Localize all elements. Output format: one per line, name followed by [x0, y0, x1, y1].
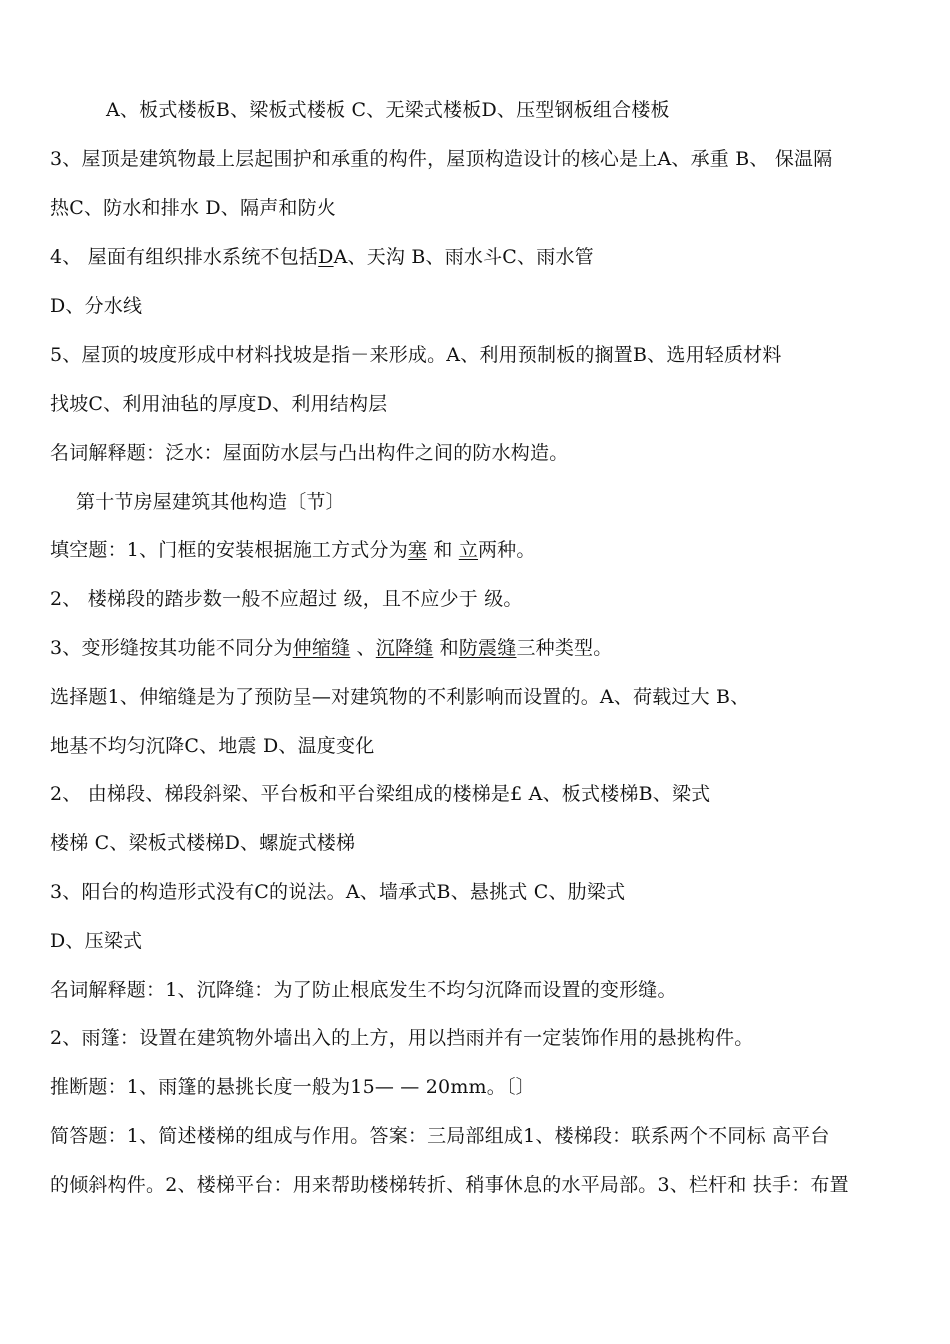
answer-underlined: 立 — [458, 539, 478, 561]
line-text: 填空题：1、门框的安装根据施工方式分为 — [50, 539, 408, 561]
line-text: 3、屋顶是建筑物最上层起围护和承重的构件，屋顶构造设计的核心是上A、承重 B、 保温隔 — [50, 148, 833, 170]
line-text: 和 — [433, 637, 459, 659]
line-text: 名词解释题：泛水：屋面防水层与凸出构件之间的防水构造。 — [50, 442, 569, 464]
line-text: 热C、防水和排水 D、隔声和防火 — [50, 197, 337, 219]
text-line-23 — [50, 1172, 849, 1198]
text-line-16 — [50, 830, 355, 856]
line-text: 两种。 — [477, 539, 536, 561]
line-text: A、天沟 B、雨水斗C、雨水管 — [333, 246, 594, 268]
line-text: 、 — [350, 637, 376, 659]
text-line-10 — [50, 537, 536, 563]
text-line-13 — [50, 684, 749, 710]
line-text: 的倾斜构件。2、楼梯平台：用来帮助楼梯转折、稍事休息的水平局部。3、栏杆和 扶手：布置 — [50, 1174, 849, 1196]
text-line-4 — [50, 244, 594, 270]
text-line-15 — [50, 781, 710, 807]
answer-underlined: 防震缝 — [458, 637, 517, 659]
line-text: 5、屋顶的坡度形成中材料找坡是指－来形成。A、利用预制板的搁置B、选用轻质材料 — [50, 344, 782, 366]
text-line-5 — [50, 293, 142, 319]
answer-underlined: 沉降缝 — [375, 637, 434, 659]
line-text: 第十节房屋建筑其他构造〔节〕 — [76, 491, 345, 513]
line-text: 推断题：1、雨篷的悬挑长度一般为15— — 20mm。〔〕 — [50, 1076, 535, 1098]
text-line-18 — [50, 928, 142, 954]
answer-underlined: D — [318, 246, 334, 268]
text-line-8 — [50, 440, 568, 466]
text-line-6 — [50, 342, 782, 368]
line-text: 2、 楼梯段的踏步数一般不应超过 级，且不应少于 级。 — [50, 588, 523, 610]
line-text: 3、变形缝按其功能不同分为 — [50, 637, 293, 659]
line-text: D、分水线 — [50, 295, 143, 317]
line-text: 楼梯 C、梁板式楼梯D、螺旋式楼梯 — [50, 832, 356, 854]
line-text: 和 — [427, 539, 459, 561]
text-line-11 — [50, 586, 523, 612]
text-line-17 — [50, 879, 625, 905]
answer-underlined: 塞 — [407, 539, 428, 561]
text-line-2 — [50, 146, 832, 172]
line-text: 2、 由梯段、梯段斜梁、平台板和平台梁组成的楼梯是£ A、板式楼梯B、梁式 — [50, 783, 711, 805]
text-line-21 — [50, 1074, 535, 1100]
line-text: 4、 屋面有组织排水系统不包括 — [50, 246, 319, 268]
text-line-12 — [50, 635, 612, 661]
section-heading — [76, 489, 345, 515]
line-text: D、压梁式 — [50, 930, 143, 952]
text-line-3 — [50, 195, 336, 221]
answer-underlined: 伸缩缝 — [292, 637, 351, 659]
line-text: 简答题：1、简述楼梯的组成与作用。答案：三局部组成1、楼梯段：联系两个不同标 高平台 — [50, 1125, 830, 1147]
line-text: A、板式楼板B、梁板式楼板 C、无梁式楼板D、压型钢板组合楼板 — [106, 99, 670, 121]
line-text: 名词解释题：1、沉降缝：为了防止根底发生不均匀沉降而设置的变形缝。 — [50, 979, 677, 1001]
line-text: 三种类型。 — [516, 637, 613, 659]
text-line-20 — [50, 1025, 754, 1051]
text-line-1 — [106, 97, 670, 123]
line-text: 找坡C、利用油毡的厚度D、利用结构层 — [50, 393, 388, 415]
text-line-14 — [50, 733, 374, 759]
text-line-19 — [50, 977, 677, 1003]
line-text: 地基不均匀沉降C、地震 D、温度变化 — [50, 735, 375, 757]
line-text: 选择题1、伸缩缝是为了预防呈—对建筑物的不利影响而设置的。A、荷载过大 B、 — [50, 686, 750, 708]
line-text: 3、阳台的构造形式没有C的说法。A、墙承式B、悬挑式 C、肋梁式 — [50, 881, 626, 903]
line-text: 2、雨篷：设置在建筑物外墙出入的上方，用以挡雨并有一定装饰作用的悬挑构件。 — [50, 1027, 754, 1049]
text-line-7 — [50, 391, 387, 417]
text-line-22 — [50, 1123, 830, 1149]
